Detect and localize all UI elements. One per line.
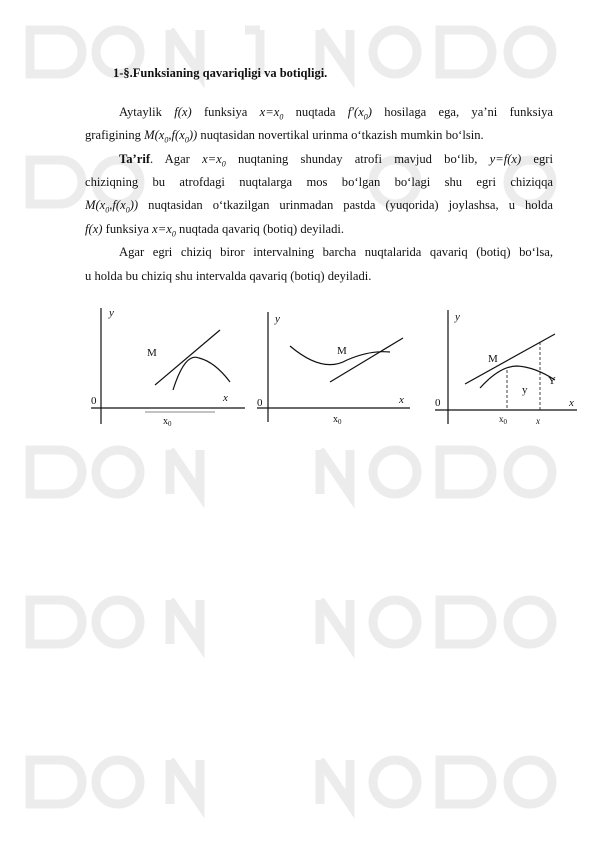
fig1-origin-label: 0 <box>91 395 97 407</box>
figures-row <box>85 300 585 430</box>
figure-3 <box>435 310 577 426</box>
fig2-point-label: M <box>337 345 347 357</box>
figure-2 <box>257 312 410 426</box>
fig3-x0-label: $x_0$ <box>499 414 507 426</box>
fig3-y-label: y <box>455 311 460 323</box>
paragraph-3-line-2: u holda bu chiziq shu intervalda qavariq (botiq) deyiladi. <box>85 269 372 283</box>
fig2-x0-label: $x_0$ <box>333 414 342 426</box>
fig3-x-label: x <box>569 397 574 409</box>
paragraph-1-line-2: grafigining $M(x_0,f(x_0))$ nuqtasidan novertikal urinma o‘tkazish mumkin bo‘lsin. <box>85 128 484 145</box>
paragraph-2-line-4: f(x) funksiya $x=x_0$ nuqtada qavariq (botiq) deyiladi. <box>85 222 345 239</box>
fig1-x-label: x <box>223 392 228 404</box>
paragraph-2-line-1: Ta’rif. Agar $x=x_0$ nuqtaning shunday atrofi mavjud bo‘lib, y=f(x) egri <box>119 152 553 169</box>
fig3-tangent-line <box>465 334 555 384</box>
fig3-origin-label: 0 <box>435 397 441 409</box>
fig2-origin-label: 0 <box>257 397 263 409</box>
fig3-x-tick-label: x <box>536 416 540 426</box>
fig3-Y-label: Y <box>548 375 556 387</box>
fig1-point-label: M <box>147 347 157 359</box>
paragraph-3-line-1: Agar egri chiziq biror intervalning barcha nuqtalarida qavariq (botiq) bo‘lsa, <box>119 245 553 259</box>
fig1-tangent-line <box>155 330 220 385</box>
fig1-y-label: y <box>109 307 114 319</box>
section-title: 1-§.Funksianing qavariqligi va botiqligi. <box>113 66 328 80</box>
figure-1 <box>91 307 245 428</box>
fig3-point-label: M <box>488 353 498 365</box>
fig3-y-small-label: y <box>522 384 528 396</box>
paragraph-1-line-1: Aytaylik f(x) funksiya $x=x_0$ nuqtada $f'(x_0)$ hosilaga ega, ya’ni funksiya <box>119 105 553 122</box>
fig2-y-label: y <box>275 313 280 325</box>
paragraph-2-line-3: $M(x_0,f(x_0))$ nuqtasidan o‘tkazilgan urinmadan pastda (yuqorida) joylashsa, u holda <box>85 198 553 215</box>
paragraph-2-line-2: chiziqning bu atrofdagi nuqtalarga mos bo‘lgan bo‘lagi shu egri chiziqqa <box>85 175 553 189</box>
fig2-x-label: x <box>399 394 404 406</box>
fig1-x0-label: $x_0$ <box>163 416 172 428</box>
